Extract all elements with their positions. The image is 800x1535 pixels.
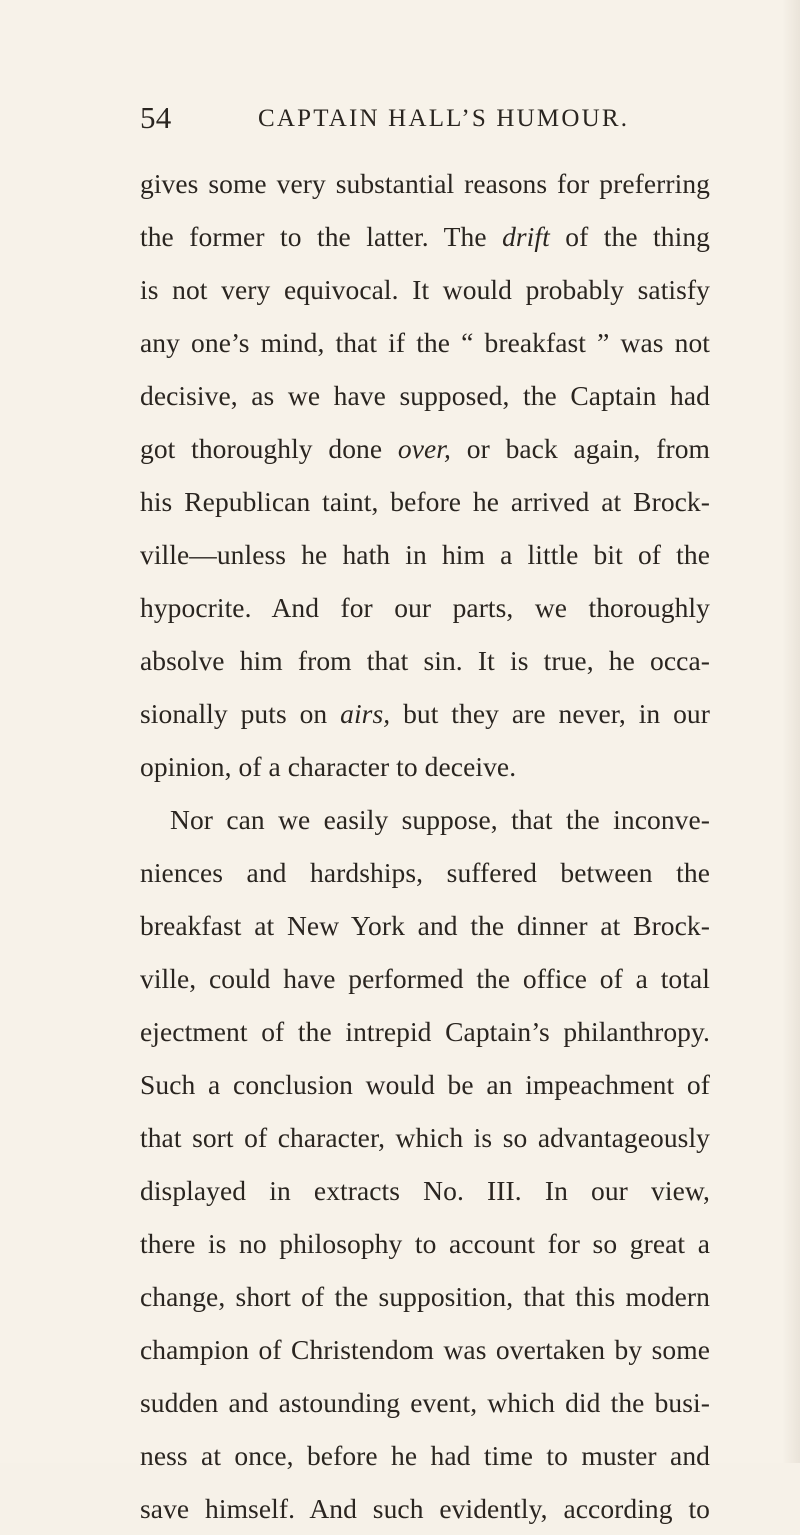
text-line: save himself. And such evidently, according to bbox=[140, 1493, 710, 1524]
paragraph-end-line: opinion, of a character to deceive. bbox=[140, 751, 517, 782]
paragraph-start-line: Nor can we easily suppose, that the inconve- bbox=[170, 804, 710, 835]
text-line: breakfast at New York and the dinner at Brock- bbox=[140, 910, 710, 941]
italic-word: over, bbox=[397, 433, 451, 464]
text-line: ness at once, before he had time to muster and bbox=[140, 1440, 710, 1471]
running-title: CAPTAIN HALL’S HUMOUR. bbox=[258, 105, 630, 132]
text-line: is not very equivocal. It would probably satisfy bbox=[140, 274, 710, 305]
page-body bbox=[140, 157, 710, 1535]
text-line bbox=[140, 687, 710, 740]
text-line: there is no philosophy to account for so great a bbox=[140, 1228, 710, 1259]
text-line: sudden and astounding event, which did the busi- bbox=[140, 1387, 710, 1418]
text-line: his Republican taint, before he arrived at Brock- bbox=[140, 486, 710, 517]
text-fragment: got thoroughly done bbox=[140, 433, 398, 464]
text-line: decisive, as we have supposed, the Captain had bbox=[140, 380, 710, 411]
text-line: champion of Christendom was overtaken by some bbox=[140, 1334, 710, 1365]
text-line bbox=[140, 210, 710, 263]
text-line: absolve him from that sin. It is true, he occa- bbox=[140, 645, 710, 676]
text-line: displayed in extracts No. III. In our view, bbox=[140, 1175, 710, 1206]
text-line: ejectment of the intrepid Captain’s philanthropy. bbox=[140, 1016, 710, 1047]
text-fragment: or back again, from bbox=[451, 433, 710, 464]
text-line: ville, could have performed the office of a total bbox=[140, 963, 710, 994]
text-fragment: but they are never, in our bbox=[390, 698, 710, 729]
text-line: hypocrite. And for our parts, we thoroughly bbox=[140, 592, 710, 623]
text-line: Such a conclusion would be an impeachment of bbox=[140, 1069, 710, 1100]
text-line bbox=[140, 422, 710, 475]
text-fragment: of the thing bbox=[549, 221, 710, 252]
page-edge-shadow bbox=[782, 0, 800, 1463]
italic-word: airs, bbox=[340, 698, 391, 729]
text-line: gives some very substantial reasons for preferring bbox=[140, 168, 710, 199]
text-line: change, short of the supposition, that this modern bbox=[140, 1281, 710, 1312]
text-line: any one’s mind, that if the “ breakfast ” was not bbox=[140, 327, 710, 358]
text-line: ville—unless he hath in him a little bit of the bbox=[140, 539, 710, 570]
text-line: niences and hardships, suffered between the bbox=[140, 857, 710, 888]
italic-word: drift bbox=[502, 221, 550, 252]
text-fragment: the former to the latter. The bbox=[140, 221, 503, 252]
page-header bbox=[140, 98, 714, 148]
page-number: 54 bbox=[140, 100, 172, 135]
text-line: that sort of character, which is so advantageously bbox=[140, 1122, 710, 1153]
text-fragment: sionally puts on bbox=[140, 698, 341, 729]
